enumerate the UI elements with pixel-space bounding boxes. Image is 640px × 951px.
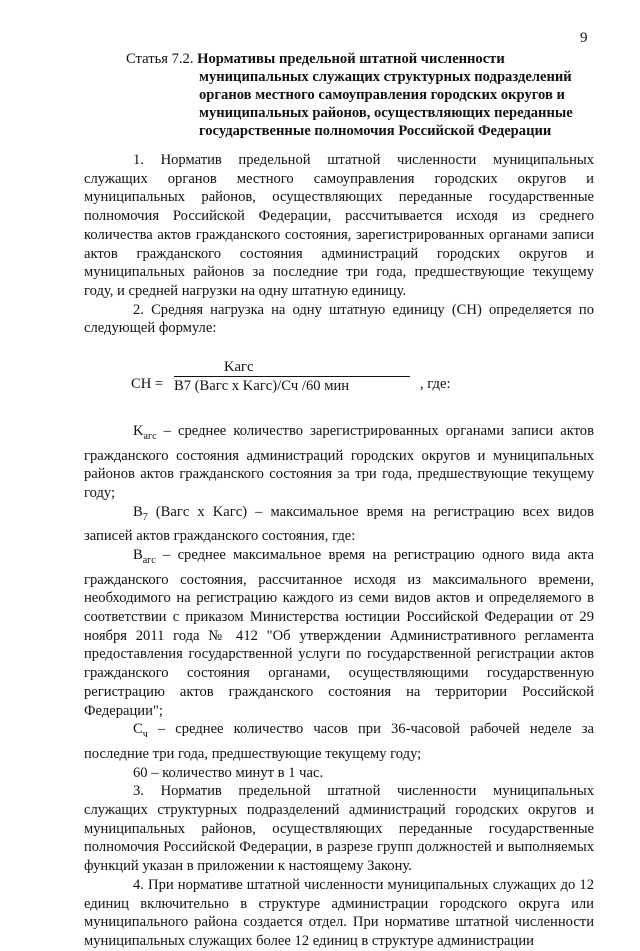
definition-b: [84, 546, 594, 720]
symbol-b7-paren: (Bагс x Kагс): [155, 503, 248, 520]
symbol-c: C: [133, 721, 143, 738]
article-title-line-1: Нормативы предельной штатной численности: [197, 51, 505, 67]
definition-c: [84, 720, 594, 763]
symbol-k: K: [133, 423, 144, 440]
formula-denominator: B7 (Bагс x Kагс)/Cч /60 мин: [174, 378, 350, 395]
symbol-b7: B: [133, 503, 143, 520]
symbol-c-sub: ч: [142, 729, 148, 741]
paragraph-1: 1. Норматив предельной штатной численности муниципальных служащих органов местного самоуправления городских округов и муниципальных районов, осуществляющих переданные государственные полномочия Российской Федерации, рассчитывается исходя из среднего количества актов гражданского состояния, зарегистрированных органами записи актов гражданского состояния администраций городских округов и муниципальных районов за последние три года, предшествующие текущему году, и средней нагрузки на одну штатную единицу.: [84, 152, 594, 299]
definition-k-text: – среднее количество зарегистрированных органами записи актов гражданского состояния администраций городских округов и муниципальных районов актов гражданского состояния за три года, предшествующие текущему году;: [84, 423, 594, 502]
definition-k: [84, 422, 594, 503]
paragraph-2: 2. Средняя нагрузка на одну штатную единицу (СН) определяется по следующей формуле:: [84, 301, 594, 337]
definition-sixty: 60 – количество минут в 1 час.: [133, 764, 324, 781]
symbol-b-sub: агс: [142, 554, 156, 566]
article-title-line-3: органов местного самоуправления городских округов и: [199, 87, 565, 103]
symbol-b7-sub: 7: [142, 511, 148, 523]
definition-b-text: – среднее максимальное время на регистрацию одного вида акта гражданского состояния, рассчитанное исходя из максимального времени, необходимого на регистрацию каждого из семи видов актов и определяемого в соответствии с приказом Министерства юстиции Российской Федерации от 29 ноября 2011 года № 412 "Об утверждении Административного регламента предоставления государственной услуги по государственной регистрации актов гражданского состояния органами, осуществляющими государственную регистрацию актов гражданского состояния на территории Российской Федерации";: [84, 547, 594, 719]
definition-b7-text: – максимальное время на регистрацию всех видов записей актов гражданского состояния, где:: [84, 503, 594, 545]
paragraph-4: 4. При нормативе штатной численности муниципальных служащих до 12 единиц включительно в структуре администрации городского округа или муниципального района создается отдел. При нормативе штатной численности муниципальных служащих более 12 единиц в структуре администрации: [84, 876, 594, 949]
formula-block: [84, 348, 594, 414]
symbol-b: B: [133, 547, 143, 564]
paragraph-3: 3. Норматив предельной штатной численности муниципальных служащих структурных подразделений администраций городских округов и муниципальных районов, осуществляющих переданные государственные полномочия Российской Федерации, в разрезе групп должностей и выполняемых функций указан в приложении к настоящему Закону.: [84, 783, 594, 875]
article-heading: [126, 50, 606, 140]
article-title-line-5: государственные полномочия Российской Федерации: [199, 123, 552, 139]
definition-b7: [84, 503, 594, 546]
page-number: 9: [580, 30, 588, 46]
article-label: Статья 7.2.: [126, 51, 194, 67]
article-title-line-4: муниципальных районов, осуществляющих переданные: [199, 105, 573, 121]
formula-tail: , где:: [420, 376, 451, 393]
formula-lhs: СН =: [131, 376, 164, 393]
formula-numerator: Kагс: [224, 359, 254, 376]
definition-c-text: – среднее количество часов при 36-часовой рабочей неделе за последние три года, предшествующие текущему году;: [84, 721, 594, 762]
article-title-line-2: муниципальных служащих структурных подразделений: [199, 69, 572, 85]
document-body: [84, 151, 594, 951]
symbol-k-sub: агс: [143, 430, 157, 442]
